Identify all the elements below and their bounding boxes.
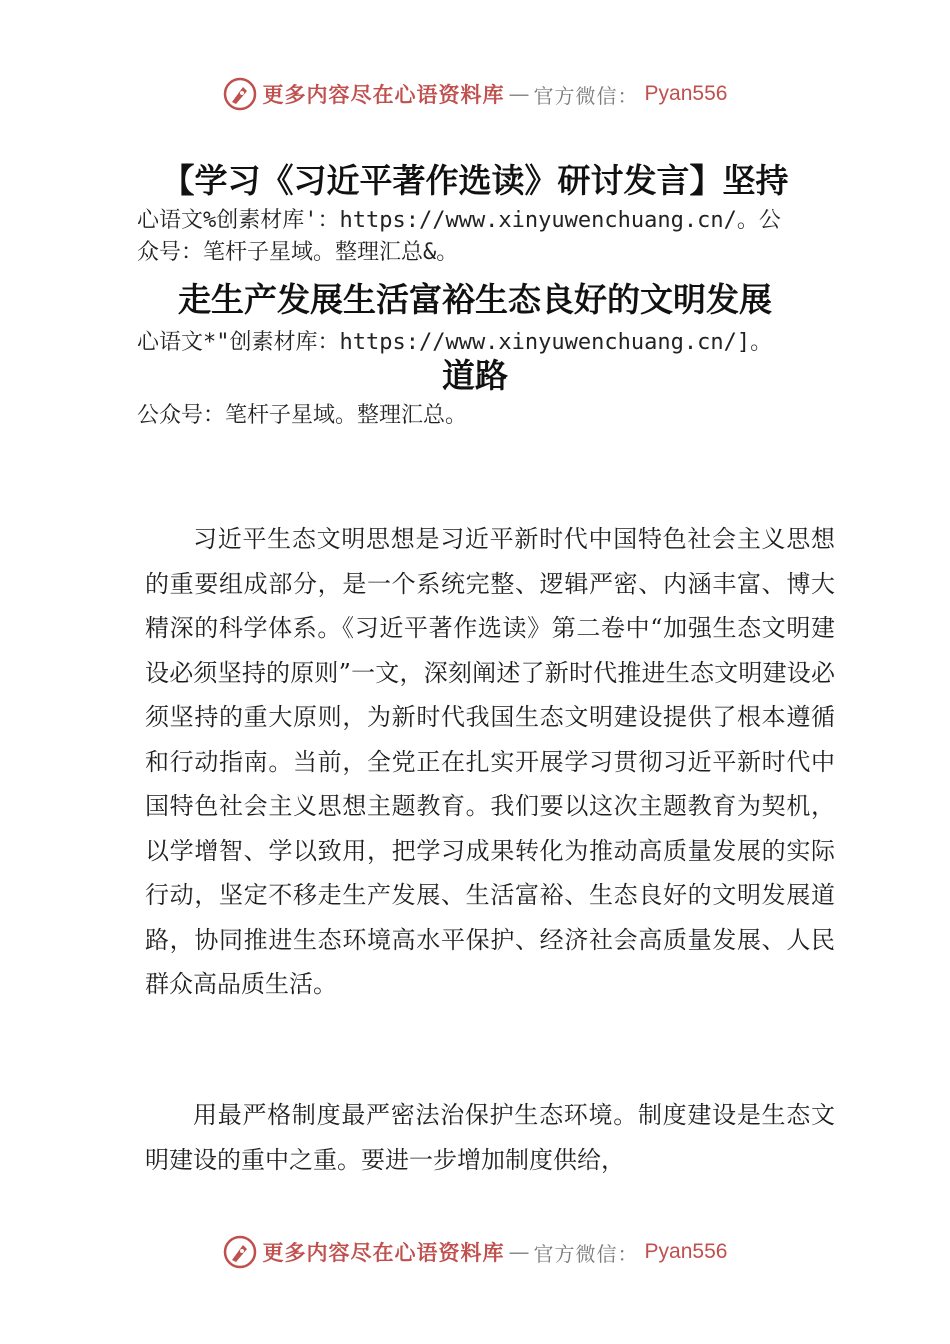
watermark-line-1: 心语文%创素材库'：https://www.xinyuwenchuang.cn/。公 <box>137 208 781 233</box>
document-title-line-2: 走生产发展生活富裕生态良好的文明发展 <box>178 280 772 319</box>
header-banner <box>0 72 950 116</box>
banner-wechat-label: 官方微信： <box>533 1241 639 1266</box>
watermark-line-3: 心语文*"创素材库：https://www.xinyuwenchuang.cn/]。 <box>137 330 773 355</box>
document-title-line-1: 【学习《习近平著作选读》研讨发言】坚持 <box>161 161 789 200</box>
paragraph-text: 习近平生态文明思想是习近平新时代中国特色社会主义思想的重要组成部分，是一个系统完整、逻辑严密、内涵丰富、博大精深的科学体系。《习近平著作选读》第二卷中“加强生态文明建设必须坚持的原则”一文，深刻阐述了新时代推进生态文明建设必须坚持的重大原则，为新时代我国生态文明建设提供了根本遵循和行动指南。当前，全党正在扎实开展学习贯彻习近平新时代中国特色社会主义思想主题教育。我们要以这次主题教育为契机，以学增智、学以致用，把学习成果转化为推动高质量发展的实际行动，坚定不移走生产发展、生活富裕、生态良好的文明发展道路，协同推进生态环境高水平保护、经济社会高质量发展、人民群众高品质生活。 <box>145 525 835 998</box>
banner-wechat-id: Pyan556 <box>644 1240 728 1263</box>
banner-separator: — <box>508 1240 530 1264</box>
watermark-line-2: 众号：笔杆子星域。整理汇总&。 <box>137 240 459 265</box>
watermark-line-4: 公众号：笔杆子星域。整理汇总。 <box>137 403 468 428</box>
banner-slogan: 更多内容尽在心语资料库 <box>262 83 505 107</box>
paragraph-text: 用最严格制度最严密法治保护生态环境。制度建设是生态文明建设的重中之重。要进一步增加制度供给， <box>145 1101 835 1174</box>
body-paragraph-1 <box>145 517 835 1007</box>
footer-banner <box>0 1230 950 1274</box>
pen-nib-logo-icon <box>223 77 257 111</box>
banner-wechat-label: 官方微信： <box>533 83 639 108</box>
banner-separator: — <box>508 82 530 106</box>
body-paragraph-2 <box>145 1093 835 1182</box>
pen-nib-logo-icon <box>223 1235 257 1269</box>
banner-slogan: 更多内容尽在心语资料库 <box>262 1241 505 1265</box>
document-title-line-3: 道路 <box>442 356 508 395</box>
banner-wechat-id: Pyan556 <box>644 82 728 105</box>
